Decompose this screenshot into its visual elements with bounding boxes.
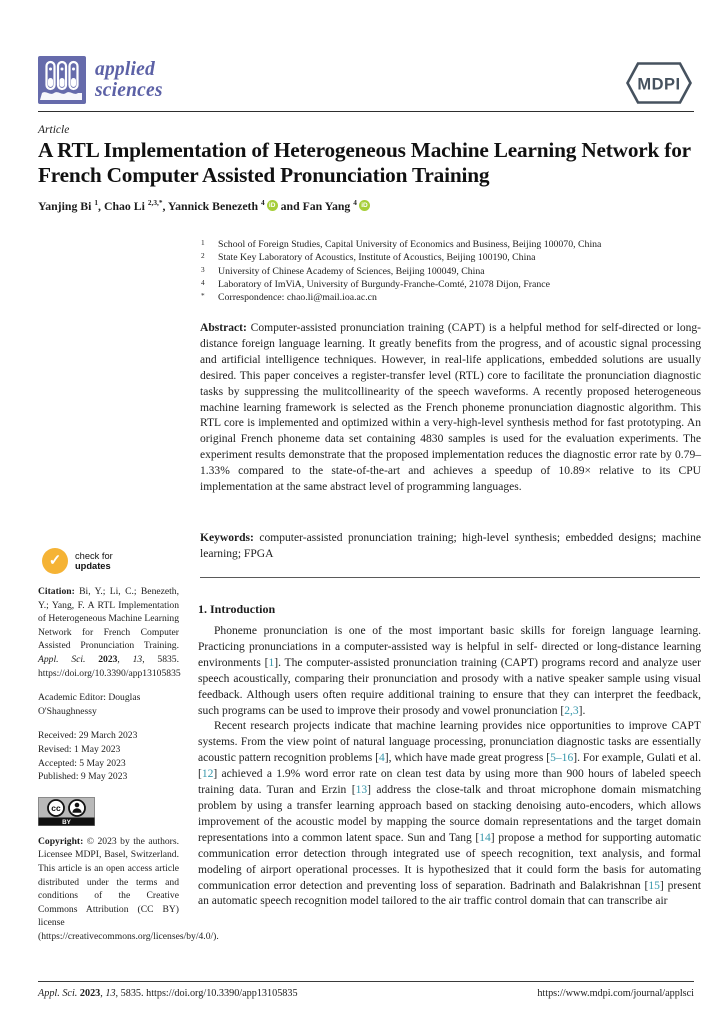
citation-ref[interactable]: 12 [201,768,214,781]
article-history [38,729,179,783]
orcid-icon[interactable] [359,200,370,211]
footer-journal-link[interactable]: https://www.mdpi.com/journal/applsci [537,988,694,999]
url-link[interactable]: https://doi.org/10.3390/app13105835 [146,988,298,999]
correspondence-line: * Correspondence: chao.li@mail.ioa.ac.cn [201,291,377,304]
correspondence-email-link[interactable]: chao.li@mail.ioa.ac.cn [286,292,377,304]
mdpi-logo[interactable] [624,60,694,106]
mdpi-wordmark: MDPI [637,75,681,94]
citation-info: Citation: Bi, Y.; Li, C.; Benezeth, Y.; Yang, F. A RTL Implementation of Heterogeneous Machine Learning Network for French Computer Assisted Pronunciation Training. Appl. Sci. 2023, 13, 5835. https://doi.org/10.3390/app13105835 [38,586,181,679]
check-icon: ✓ [42,548,68,574]
journal-name: applied sciences [95,59,163,101]
affiliation-item: 3 University of Chinese Academy of Sciences, Beijing 100049, China [201,264,485,277]
intro-paragraph-2: Recent research projects indicate that machine learning provides nice opportunities to improve CAPT systems. From the view point of natural language processing, pronunciation diagnostic tasks are essentially acoustic pattern recognition problems [4], which have made great progress [5–16]. For example, Gulati et al. [12] achieved a 1.9% word error rate on clean test data by using more than 900 hours of labeled speech training data. Turan and Erzin [13] address the close-talk and throat microphone domain mismatching problem by using a transfer learning approach based on stacking denoising auto-encoders, which allows improvement of the acoustic model by mapping the source domain representations and the target domain representations into a common latent space. Sun and Tang [14] propose a method for supporting automatic communication error detection through integrated use of speech recognition, text analysis, and formal modeling of airport operational processes. It is hypothesized that it could form the basis for automating communication error detection and preventing loss of separation. Badrinath and Balakrishnan [15] present an automatic speech recognition model tailored to the air traffic control domain that can transcribe air [198,720,702,908]
citation-ref[interactable]: 2,3 [564,704,579,717]
accepted-date: Accepted: 5 May 2023 [38,757,126,769]
copyright-notice: Copyright: © 2023 by the authors. Licensee MDPI, Basel, Switzerland. This article is an open access article distributed under the terms and conditions of the Creative Commons Attribution (CC BY) license (https://creativecommons.org/licenses/by/4.0/). [38,835,219,942]
abstract [200,321,701,496]
keywords-label: Keywords: [200,532,254,544]
authors-line: Yanjing Bi $^1$, Chao Li $^{2,3,*}$, Yannick Benezeth $^4$iD and Fan Yang $^4$iD [38,198,698,214]
url-link[interactable]: https://doi.org/10.3390/app13105835 [38,667,181,679]
orcid-icon[interactable] [267,200,278,211]
citation-ref[interactable]: 1 [268,656,275,669]
affiliations [201,238,701,304]
check-for-updates-badge[interactable]: ✓ check for updates [42,548,179,574]
footer-citation-doi[interactable]: Appl. Sci. 2023, 13, 5835. https://doi.org/10.3390/app13105835 [38,988,298,999]
citation-ref[interactable]: 13 [355,784,368,797]
abstract-label: Abstract: [200,322,247,334]
abstract-text: Computer-assisted pronunciation training (CAPT) is a helpful method for self-directed or long-distance foreign language learning. It greatly benefits from the progress, and of acoustic signal processing and artificial intelligence techniques. However, in real-life applications, embedded solutions are usually desired. This paper conceives a register-transfer level (RTL) core to facilitate the pronunciation diagnostic tasks by suppressing the mulitcollinearity of the speech waveforms. A recently proposed heterogeneous machine learning framework is selected as the French phoneme pronunciation diagnostic algorithm. This RTL core is implemented and optimized within a very-high-level synthesis method for fast prototyping. An original French phoneme data set containing 4830 samples is used for the evaluation experiments. The experiment results demonstrate that the proposed implementation reduces the diagnostic error rate by 0.79–1.33% compared to the state-of-the-art and achieves a speedup of 10.89× relative to its CPU implementation at the same abstract level of programming languages. [200,322,701,494]
keywords [200,531,701,563]
citation-ref[interactable]: 14 [479,831,491,844]
person-icon [69,800,85,816]
keywords-text: computer-assisted pronunciation training; high-level synthesis; embedded designs; machine learning; FPGA [200,532,701,560]
section-heading-introduction: 1. Introduction [198,602,276,616]
url-link[interactable]: https://creativecommons.org/licenses/by/4.0/ [41,930,214,942]
revised-date: Revised: 1 May 2023 [38,743,121,755]
citation-ref[interactable]: 15 [648,879,660,892]
applied-sciences-logo[interactable] [38,56,163,104]
published-date: Published: 9 May 2023 [38,771,128,783]
footer-rule [38,981,694,982]
citation-ref[interactable]: 5–16 [550,752,574,765]
main-content [198,602,701,910]
intro-paragraph-1: Phoneme pronunciation is one of the most important basic skills for foreign language learning. Practicing pronunciations in a computer-assisted way is helpful in self- directed or long-distance learning environments [1]. The computer-assisted pronunciation training (CAPT) programs record and analyze user speech acoustically, comparing their pronunciation and prosody with a native speaker sample using visual feedback. Although users often require additional training to ensure that they can interpret the feedback, such programs can be used to improve their prosody and vowel pronunciation [2,3]. [198,625,701,717]
citation-ref[interactable]: 4 [379,752,385,765]
article-type-label: Article [38,124,70,136]
cc-by-badge[interactable] [38,797,95,826]
affiliation-item: 1 School of Foreign Studies, Capital University of Economics and Business, Beijing 100070, China [201,238,602,250]
by-label: BY [62,818,71,826]
keywords-divider [200,577,700,578]
test-tubes-icon [38,56,86,104]
affiliation-item: 4 Laboratory of ImViA, University of Burgundy-Franche-Comté, 21078 Dijon, France [201,277,550,290]
header-rule [38,111,694,112]
academic-editor: Academic Editor: Douglas O'Shaughnessy [38,692,141,717]
page-title: A RTL Implementation of Heterogeneous Machine Learning Network for French Computer Assisted Pronunciation Training [38,138,691,187]
page-footer [38,988,694,999]
affiliation-item: 2 State Key Laboratory of Acoustics, Institute of Acoustics, Beijing 100190, China [201,251,536,264]
received-date: Received: 29 March 2023 [38,730,138,742]
svg-text:cc: cc [51,802,61,813]
